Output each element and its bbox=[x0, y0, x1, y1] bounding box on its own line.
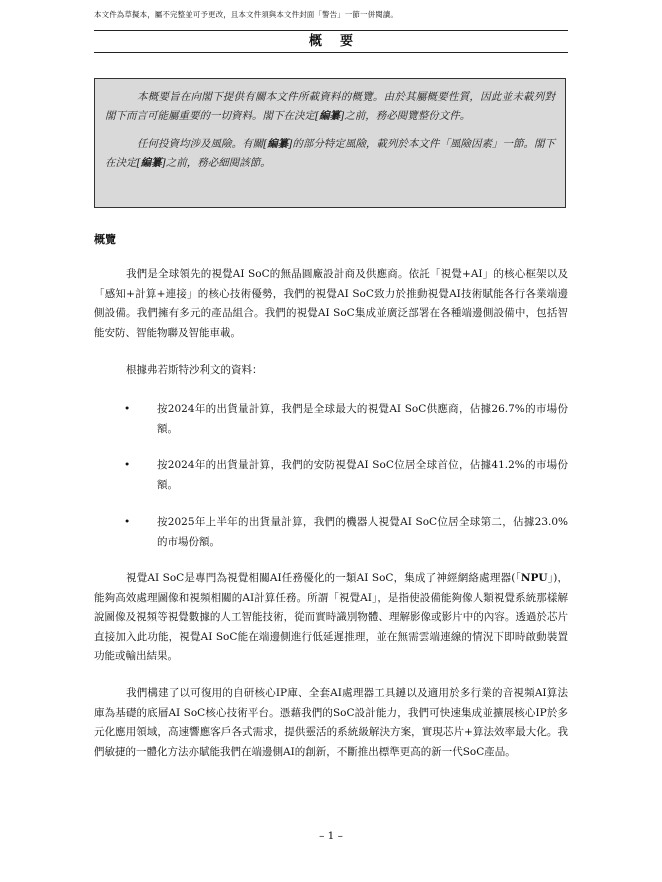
paragraph-text: 」)，能夠高效處理圖像和視頻相關的AI計算任務。所謂「視覺AI」，是指使設備能夠像人類視覺系統那樣解說圖像及視頻等視覺數據的人工智能技術，從而實時識別物體、理解影像或影片中的內容。透過於芯片直接加入此功能，視覺AI SoC能在端邊側進行低延遲推理，並在無需雲端連線的情況下即時啟動裝置功能或輸出結果。 bbox=[94, 572, 568, 662]
notice-text: 任何投資均涉及風險。有關[ bbox=[137, 138, 268, 150]
bullet-text: 按2024年的出貨量計算，我們是全球最大的視覺AI SoC供應商，佔據26.7%的市場份額。 bbox=[157, 403, 568, 435]
notice-paragraph-1 bbox=[105, 88, 555, 126]
bullet-text: 按2024年的出貨量計算，我們的安防視覺AI SoC位居全球首位，佔據41.2%的市場份額。 bbox=[157, 459, 568, 491]
section-heading-overview: 概覽 bbox=[94, 233, 116, 246]
notice-text: ]之前，務必細閱該節。 bbox=[161, 157, 271, 169]
notice-text: ]之前，務必閱覽整份文件。 bbox=[340, 110, 471, 122]
notice-text: ]的部分特定風險，載列於本文件「風險因素」一節。閣下在決定[ bbox=[105, 138, 555, 169]
bullet-text: 按2025年上半年的出貨量計算，我們的機器人視覺AI SoC位居全球第二，佔據23.0%的市場份額。 bbox=[157, 516, 568, 548]
notice-paragraph-2 bbox=[105, 135, 555, 173]
draft-warning-header: 本文件為草擬本，屬不完整並可予更改，且本文件須與本文件封面「警告」一節一併閱讀。 bbox=[94, 10, 398, 19]
redacted-term: 編纂 bbox=[319, 110, 341, 122]
npu-term: NPU bbox=[520, 572, 548, 584]
page-number: – 1 – bbox=[319, 830, 343, 842]
overview-paragraph-3: 我們構建了以可復用的自研核心IP庫、全套AI處理器工具鏈以及適用於多行業的音視頻AI算法庫為基礎的底層AI SoC核心技術平台。憑藉我們的SoC設計能力，我們可快速集成並擴展核心IP於多元化應用領域，高速響應客戶各式需求，提供靈活的系統級解決方案，實現芯片+算法效率最大化。我們敏捷的一體化方法亦賦能我們在端邊側AI的創新，不斷推出標準更高的新一代SoC產品。 bbox=[94, 687, 568, 758]
page-title: 概要 bbox=[308, 34, 371, 49]
redacted-term: 編纂 bbox=[267, 138, 289, 150]
bullet-dot: • bbox=[124, 459, 131, 471]
source-line: 根據弗若斯特沙利文的資料： bbox=[126, 364, 263, 376]
redacted-term: 編纂 bbox=[140, 157, 162, 169]
title-top-rule bbox=[94, 30, 568, 31]
overview-paragraph-1: 我們是全球領先的視覺AI SoC的無晶圓廠設計商及供應商。依託「視覺+AI」的核心框架以及「感知+計算+連接」的核心技術優勢，我們的視覺AI SoC致力於推動視覺AI技術賦能各行各業端邊側設備。我們擁有多元的產品組合。我們的視覺AI SoC集成並廣泛部署在各種端邊側設備中，包括智能安防、智能物聯及智能車載。 bbox=[94, 268, 568, 339]
paragraph-text: 視覺AI SoC是專門為視覺相關AI任務優化的一類AI SoC，集成了神經網絡處理器(「 bbox=[126, 572, 521, 584]
bullet-dot: • bbox=[124, 516, 131, 528]
overview-paragraph-2 bbox=[94, 569, 568, 667]
title-bottom-rule bbox=[94, 52, 568, 53]
notice-box bbox=[94, 78, 566, 208]
notice-text: 本概要旨在向閣下提供有關本文件所載資料的概覽。由於其屬概要性質，因此並未載列對閣下而言可能屬重要的一切資料。閣下在決定[ bbox=[105, 91, 555, 122]
bullet-dot: • bbox=[124, 403, 131, 415]
